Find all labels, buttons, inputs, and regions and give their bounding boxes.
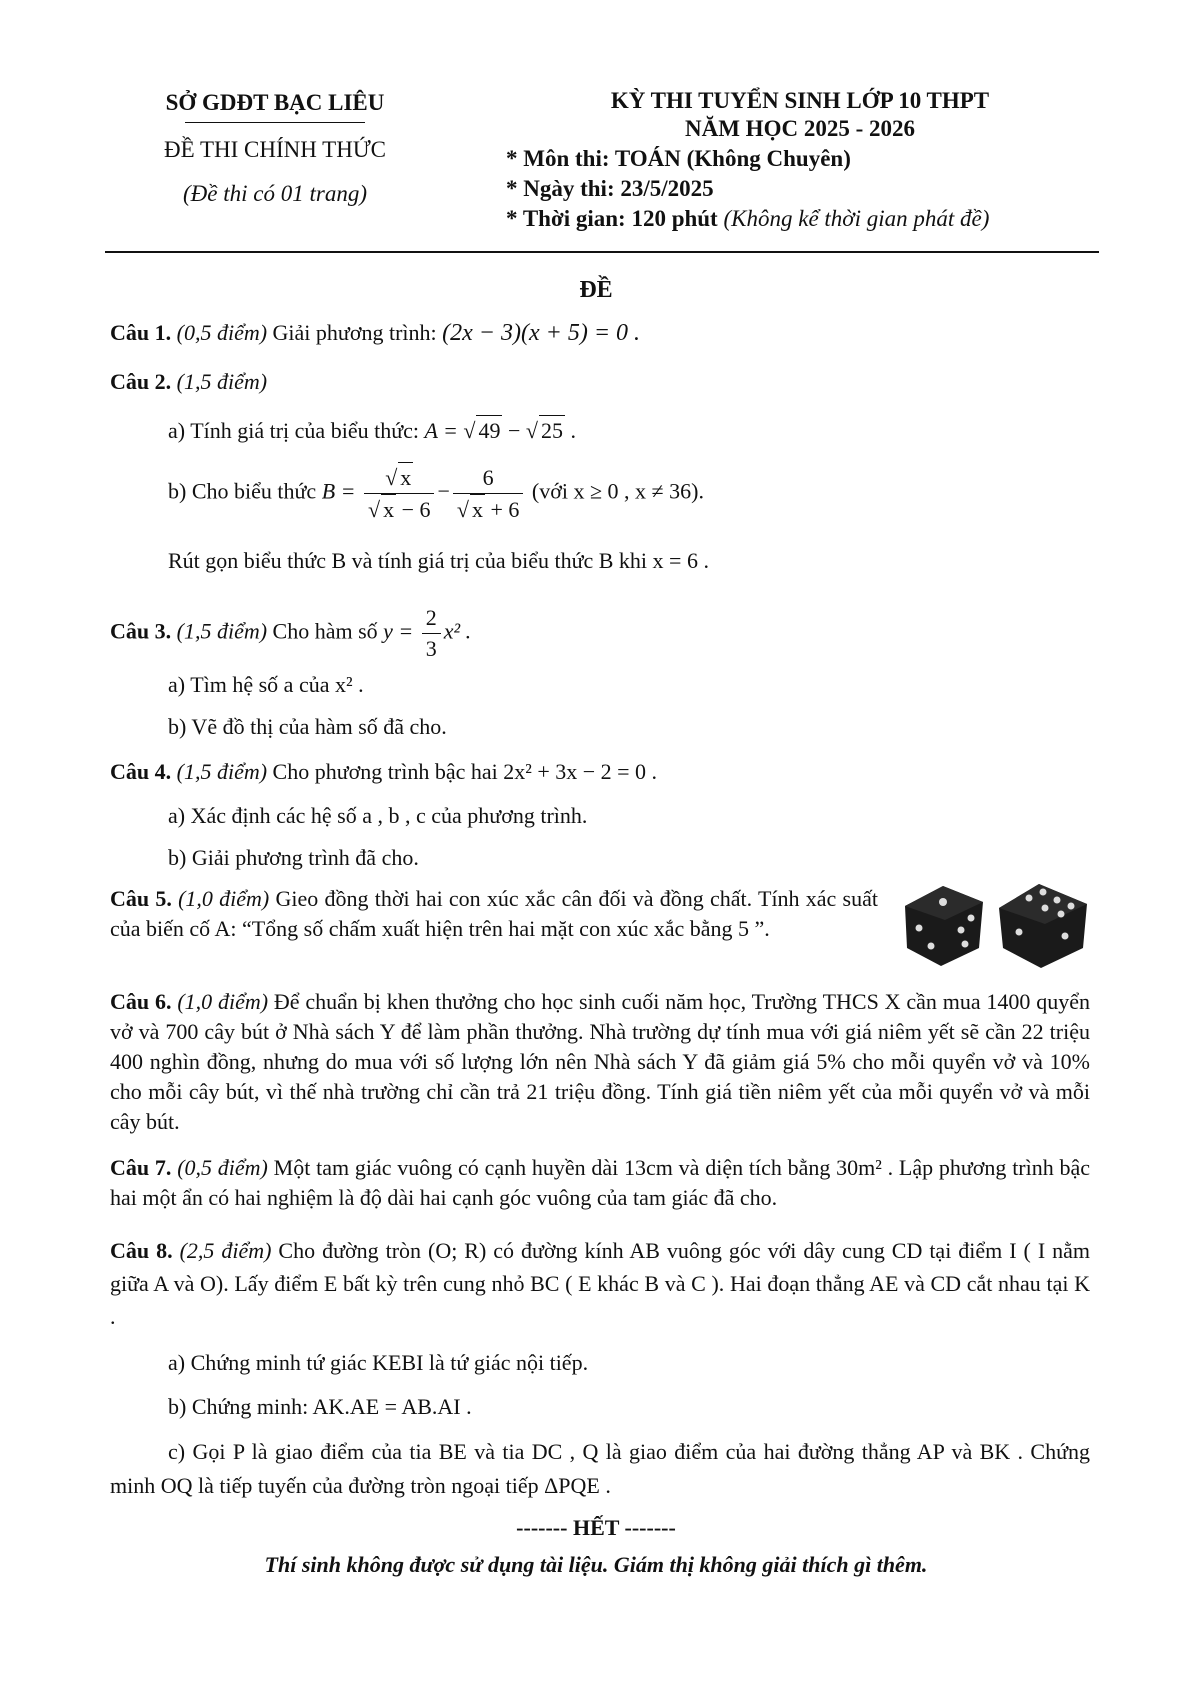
q7-text: Một tam giác vuông có cạnh huyền dài 13cm và diện tích bằng 30m² . Lập phương trình bậc hai một ẩn có hai nghiệm là độ dài hai cạnh góc vuông của tam giác đã cho. [110, 1155, 1091, 1210]
q5-label: Câu 5. [110, 886, 172, 911]
q7-label: Câu 7. [110, 1155, 172, 1180]
question-3 [110, 603, 1090, 664]
q1-text: Giải phương trình: [272, 320, 437, 345]
q8-part-c: c) Gọi P là giao điểm của tia BE và tia DC , Q là giao điểm của hai đường thẳng AP và BK . Chứng minh OQ là tiếp tuyến của đường tròn ngoại tiếp ΔPQE . [110, 1439, 1090, 1498]
question-7 [110, 1153, 1090, 1213]
question-2 [110, 367, 1090, 397]
time-value: 120 phút [631, 206, 718, 231]
die-left [905, 886, 983, 966]
department-name: SỞ GDĐT BẠC LIÊU [165, 90, 385, 115]
q4-text: Cho phương trình bậc hai 2x² + 3x − 2 = 0 . [272, 759, 658, 784]
q2a-minus: − [502, 418, 526, 443]
question-8 [110, 1234, 1090, 1333]
q2b-num-1: x [398, 462, 413, 493]
school-year: NĂM HỌC 2025 - 2026 [685, 116, 915, 141]
q8-points: (2,5 điểm) [179, 1238, 272, 1263]
time-label: * Thời gian: [506, 206, 626, 231]
q8-part-b: b) Chứng minh: AK.AE = AB.AI . [168, 1394, 472, 1419]
q3-lhs: y = [383, 618, 414, 644]
subject-line [506, 146, 1060, 172]
time-line [506, 206, 1060, 232]
date-value: 23/5/2025 [620, 176, 714, 201]
q5-text: Gieo đồng thời hai con xúc xắc cân đối và đồng chất. Tính xác suất của biến cố A: “Tổng số chấm xuất hiện trên hai mặt con xúc xắc bằng 5 ”. [110, 886, 878, 941]
q3-label: Câu 3. [110, 618, 172, 644]
pages-note: (Đề thi có 01 trang) [183, 181, 367, 206]
footer-note: Thí sinh không được sử dụng tài liệu. Giám thị không giải thích gì thêm. [264, 1552, 928, 1577]
die-right [999, 884, 1087, 968]
q8-text: Cho đường tròn (O; R) có đường kính AB vuông góc với dây cung CD tại điểm I ( I nằm giữa A và O). Lấy điểm E bất kỳ trên cung nhỏ BC ( E khác B và C ). Hai đoạn thẳng AE và CD cắt nhau tại K . [110, 1238, 1090, 1329]
q4-part-a: a) Xác định các hệ số a , b , c của phương trình. [168, 803, 588, 828]
end-marker: ------- HẾT ------- [516, 1515, 676, 1540]
q3-part-a: a) Tìm hệ số a của x² . [168, 672, 364, 697]
official-label: ĐỀ THI CHÍNH THỨC [163, 137, 387, 162]
q2b-num-2: 6 [453, 463, 524, 494]
question-6 [110, 987, 1090, 1137]
q2a-text: a) Tính giá trị của biểu thức: [168, 418, 419, 443]
q2a-root-2: 25 [539, 415, 565, 446]
subject-value: TOÁN (Không Chuyên) [614, 146, 851, 171]
q6-label: Câu 6. [110, 989, 172, 1014]
q3-tail: x² . [443, 618, 472, 644]
q8-label: Câu 8. [110, 1238, 173, 1263]
date-line [506, 176, 1060, 202]
q2b-fraction-2: $\frac{6}{√ x + 6}$ [453, 463, 524, 525]
page-title: ĐỀ [579, 277, 613, 303]
q1-points: (0,5 điểm) [176, 320, 268, 345]
q3-fraction [422, 603, 441, 664]
dice-image [895, 878, 1095, 968]
q3-points: (1,5 điểm) [176, 618, 268, 644]
q4-label: Câu 4. [110, 759, 172, 784]
q2a-lhs: A = [424, 418, 464, 443]
header-right [500, 88, 1060, 232]
q3-text: Cho hàm số [272, 618, 378, 644]
q2-part-b: b) Cho biểu thức B = $\frac{√ x}{√ x - 6}$ − $\frac{6}{√ x + 6}$ (với x ≥ 0 , x ≠ 36). [168, 462, 1088, 525]
q2b-den-1: − 6 [401, 497, 431, 522]
q2-part-b-task: Rút gọn biểu thức B và tính giá trị của biểu thức B khi x = 6 . [168, 548, 709, 573]
question-1 [110, 318, 1090, 348]
header-rule [105, 251, 1099, 253]
subject-label: * Môn thi: [506, 146, 610, 171]
q1-equation: (2x − 3)(x + 5) = 0 . [442, 320, 641, 346]
q2b-fraction-1: $\frac{√ x}{√ x - 6}$ [364, 462, 435, 525]
time-note: (Không kể thời gian phát đề) [723, 206, 990, 231]
q3-part-b: b) Vẽ đồ thị của hàm số đã cho. [168, 714, 447, 739]
exam-title: KỲ THI TUYỂN SINH LỚP 10 THPT [610, 88, 990, 113]
q8-part-a: a) Chứng minh tứ giác KEBI là tứ giác nội tiếp. [168, 1350, 589, 1375]
question-4 [110, 757, 1090, 787]
q6-text: Để chuẩn bị khen thưởng cho học sinh cuối năm học, Trường THCS X cần mua 1400 quyển vở và 700 cây bút ở Nhà sách Y để làm phần thưởng. Nhà trường dự tính mua với giá niêm yết sẽ cần 22 triệu 400 nghìn đồng, nhưng do mua với số lượng lớn nên Nhà sách Y đã giảm giá 5% cho mỗi quyển vở và 10% cho mỗi cây bút, vì thế nhà trường chỉ cần trả 21 triệu đồng. Tính giá tiền niêm yết của mỗi quyển vở và mỗi cây bút. [110, 989, 1091, 1134]
q2b-text: b) Cho biểu thức [168, 478, 317, 504]
q2a-end: . [564, 418, 576, 443]
q2-points: (1,5 điểm) [176, 369, 268, 394]
q2b-condition: (với x ≥ 0 , x ≠ 36). [531, 478, 704, 504]
date-label: * Ngày thi: [506, 176, 615, 201]
q1-label: Câu 1. [110, 320, 172, 345]
q2-part-a: a) Tính giá trị của biểu thức: A = √ 49 − √ 25 . [168, 415, 1088, 446]
q2-label: Câu 2. [110, 369, 172, 394]
header-left [110, 90, 440, 225]
q7-points: (0,5 điểm) [177, 1155, 268, 1180]
header-divider [185, 122, 365, 123]
question-5 [110, 884, 878, 944]
q3-numerator: 2 [422, 603, 441, 634]
q3-denominator: 3 [425, 636, 437, 661]
q4-part-b: b) Giải phương trình đã cho. [168, 845, 419, 870]
q6-points: (1,0 điểm) [177, 989, 269, 1014]
q4-points: (1,5 điểm) [176, 759, 268, 784]
q2a-root-1: 49 [476, 415, 502, 446]
q2b-den-2: + 6 [490, 496, 520, 522]
q5-points: (1,0 điểm) [178, 886, 270, 911]
q2b-lhs: B = [321, 478, 356, 504]
